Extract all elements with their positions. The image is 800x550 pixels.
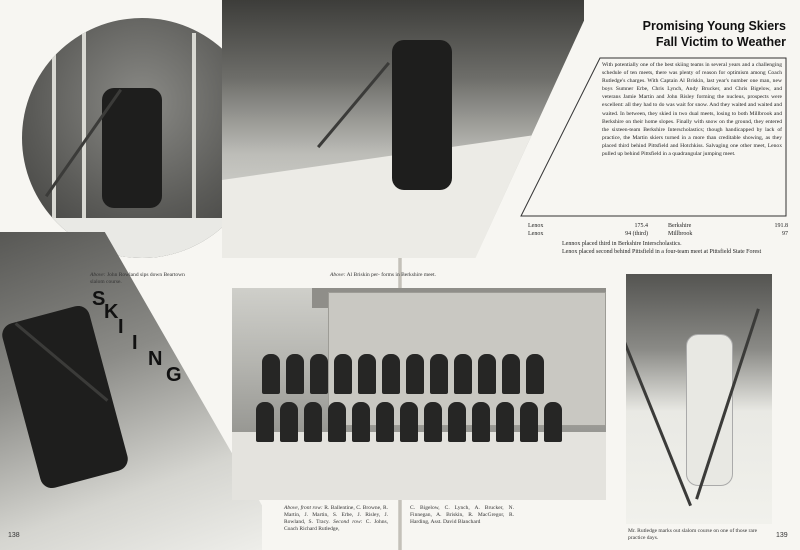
caption-top-photo: Above: Al Briskin per- forms in Berkshire meet.	[330, 272, 436, 278]
caption-team-left: Above, front row: R. Ballentine, C. Browne, R. Martin, J. Martin, S. Erbe, J. Risley, J. Rowland, S. Tracy. Second row: C. Johns, Coach Richard Rutledge,	[284, 505, 389, 532]
title-letter: K	[104, 301, 119, 323]
title-letter: S	[92, 288, 106, 310]
meet-notes	[562, 240, 788, 256]
note-line-1: Lennox placed third in Berkshire Interscholastics.	[562, 241, 682, 247]
meet-scores	[528, 222, 788, 238]
headline-line-1: Promising Young Skiers	[642, 19, 786, 33]
article-box	[520, 57, 788, 217]
caption-team-right: C. Bigelow, C. Lynch, A. Brucker, N. Finnegan, A. Briskin, R. MacGregor, R. Harding, Asst. David Blanchard	[410, 505, 514, 525]
title-letter-hidden: G	[166, 364, 182, 386]
headline-line-2: Fall Victim to Weather	[655, 35, 786, 49]
score-row-1: Lenox 175.4 Berkshire 191.8	[528, 223, 788, 229]
article-headline	[596, 18, 786, 50]
team-photo	[232, 288, 606, 500]
title-letter: I	[118, 316, 124, 338]
caption-coach-photo: Mr. Rutledge marks out slalom course on one of those rare practice days.	[628, 528, 758, 541]
article-body: With potentially one of the best skiing teams in several years and a challenging schedule of ten meets, there was plenty of reason for optimism among Coach Rutledge's charges. With Captain Al Briskin, last year's number one man, new boys Sumner Erbe, Chris Lynch, Andy Brucker, and Chris Bigelow, and veterans Jamie Martin and John Risley forming the nucleus, prospects were excellent: all they had to do was wait for snow. And they waited and waited and waited. In between, they skied in two dual meets, losing to both Millbrook and Berkshire on their home slopes. Finally with snow on the ground, they entered the sixteen-team Berkshire Interscholastics; though handicapped by lack of practice, the Martin skiers turned in a more than creditable showing, as they placed third behind Pittsfield and Hotchkiss. Salvaging one other meet, Lenox pulled up behind Pittsfield in a quadrangular jumping meet.	[602, 62, 782, 158]
caption-circle-photo: Above: John Rowland sips down Beartown slalom course.	[90, 272, 185, 285]
title-letter: I	[132, 332, 138, 354]
page-number-right: 139	[776, 532, 788, 539]
score-row-2: Lenox 94 (third) Millbrook 97	[528, 231, 788, 237]
page-number-left: 138	[8, 532, 20, 539]
note-line-2: Lenox placed second behind Pittsfield in a four-team meet at Pittsfield State Forest	[562, 249, 762, 255]
title-letter: N	[148, 348, 163, 370]
coach-photo	[626, 274, 772, 524]
